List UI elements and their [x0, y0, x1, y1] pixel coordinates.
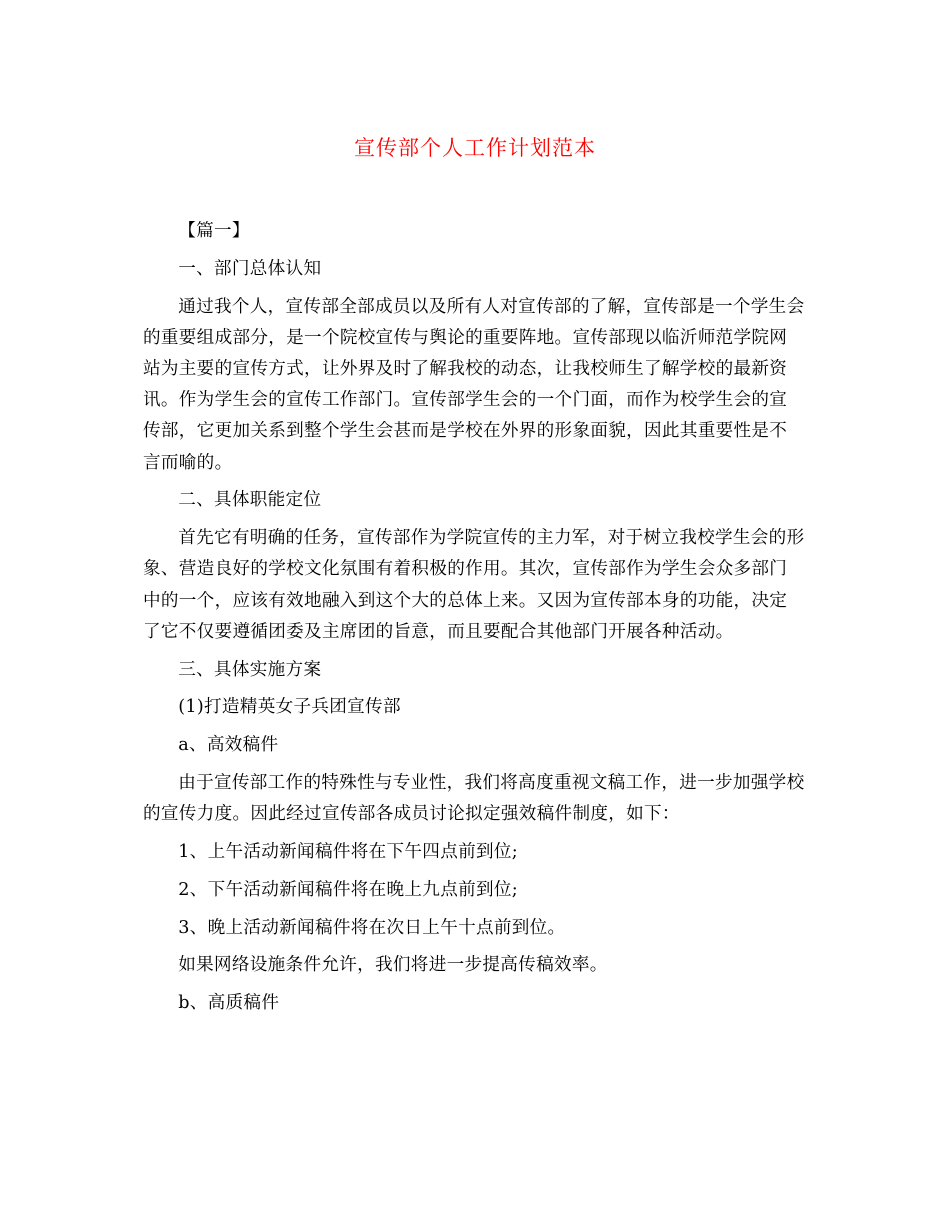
paragraph-network-note: 如果网络设施条件允许，我们将进一步提高传稿效率。 [178, 955, 608, 976]
paragraph-overview: 通过我个人，宣传部全部成员以及所有人对宣传部的了解，宣传部是一个学生会的重要组成部分，是一个院校宣传与舆论的重要阵地。宣传部现以临沂师范学院网站为主要的宣传方式，让外界及时了解我校的动态，让我校师生了解学校的最新资讯。作为学生会的宣传工作部门。宣传部学生会的一个门面，而作为校学生会的宣传部，它更加关系到整个学生会甚而是学校在外界的形象面貌，因此其重要性是不言而喻的。 [143, 296, 805, 473]
subheading-efficient-manuscripts: a、高效稿件 [178, 735, 279, 756]
list-item-evening: 3、晚上活动新闻稿件将在次日上午十点前到位。 [178, 917, 566, 938]
paragraph-manuscript-system: 由于宣传部工作的特殊性与专业性，我们将高度重视文稿工作，进一步加强学校的宣传力度。因此经过宣传部各成员讨论拟定强效稿件制度，如下： [143, 773, 805, 825]
document-body [143, 216, 805, 1019]
list-item-morning: 1、上午活动新闻稿件将在下午四点前到位; [178, 842, 518, 862]
subheading-plan-one: (1)打造精英女子兵团宣传部 [178, 697, 401, 718]
document-title: 宣传部个人工作计划范本 [354, 136, 596, 160]
paragraph-functions: 首先它有明确的任务，宣传部作为学院宣传的主力军，对于树立我校学生会的形象、营造良好的学校文化氛围有着积极的作用。其次，宣传部作为学生会众多部门中的一个，应该有效地融入到这个大的总体上来。又因为宣传部本身的功能，决定了它不仅要遵循团委及主席团的旨意，而且要配合其他部门开展各种活动。 [143, 528, 805, 642]
section-heading-functions: 二、具体职能定位 [178, 490, 322, 511]
subheading-quality-manuscripts: b、高质稿件 [178, 993, 280, 1014]
section-heading-plan: 三、具体实施方案 [178, 659, 322, 680]
section-heading-overview: 一、部门总体认知 [178, 258, 322, 279]
list-item-afternoon: 2、下午活动新闻稿件将在晚上九点前到位; [178, 879, 518, 900]
section-heading-part-one: 【篇一】 [178, 221, 250, 241]
